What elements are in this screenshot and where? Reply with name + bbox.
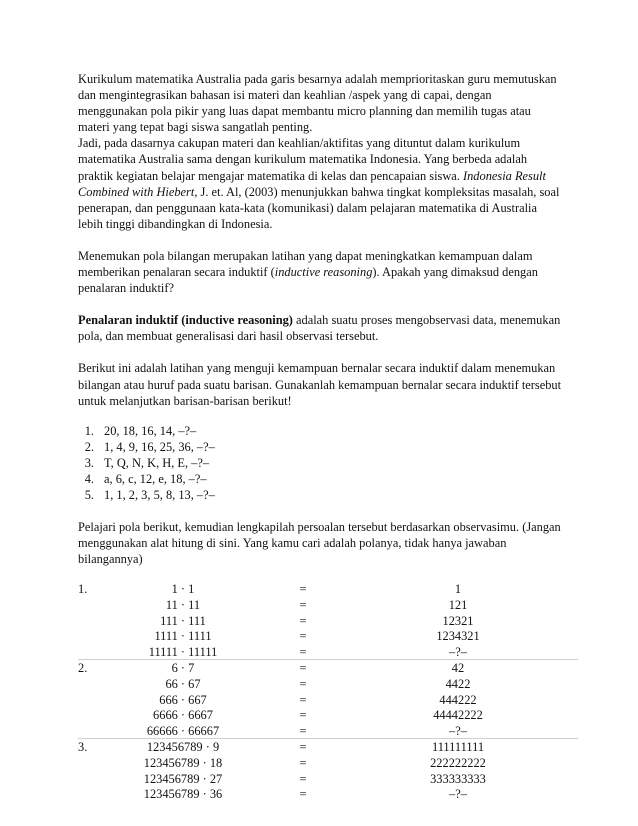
table-row (78, 660, 578, 676)
item-text: 1, 1, 2, 3, 5, 8, 13, –?– (104, 488, 215, 503)
intro-paragraph (78, 71, 578, 232)
pattern-group-1 (78, 581, 578, 659)
item-text: 20, 18, 16, 14, –?– (104, 423, 197, 438)
expression-cell: 6666 · 6667 (153, 708, 213, 723)
table-row (78, 739, 578, 755)
table-row (78, 692, 578, 708)
expression-cell: 1 · 1 (171, 582, 195, 597)
text-line: matematika Australia sama dengan kurikulum matematika Indonesia. Yang berbeda adalah (78, 152, 528, 167)
text-segment: ). Apakah yang dimaksud dengan (372, 265, 538, 280)
item-text: a, 6, c, 12, e, 18, –?– (104, 471, 207, 486)
text-line: bilangannya) (78, 552, 143, 567)
sequence-question-list (78, 423, 578, 503)
equals-cell: = (299, 787, 307, 802)
equals-cell: = (299, 629, 307, 644)
result-cell: 121 (448, 598, 468, 613)
item-text: T, Q, N, K, H, E, –?– (104, 455, 210, 470)
group-number: 2. (78, 661, 88, 676)
expression-cell: 123456789 · 27 (143, 771, 223, 786)
item-number: 2. (84, 439, 94, 454)
result-cell: 444222 (439, 692, 477, 707)
text-line: penalaran induktif? (78, 281, 174, 296)
expression-cell: 66 · 67 (165, 677, 201, 691)
equals-cell: = (299, 723, 307, 738)
text-line (78, 168, 578, 184)
table-row (78, 707, 578, 723)
expression-cell: 11 · 11 (165, 598, 201, 613)
list-item (78, 423, 578, 439)
equals-cell: = (299, 582, 307, 597)
text-line (78, 312, 578, 328)
expression-cell: 123456789 · 18 (143, 755, 223, 770)
text-line: pola, dan membuat generalisasi dari hasil observasi tersebut. (78, 329, 379, 344)
equals-cell: = (299, 613, 307, 628)
definition-paragraph (78, 312, 578, 344)
item-number: 5. (84, 488, 94, 503)
table-row (78, 755, 578, 771)
text-line: lebih tinggi dibandingkan di Indonesia. (78, 216, 273, 231)
expression-cell: 111 · 111 (160, 613, 206, 628)
italic-term: inductive reasoning (274, 265, 373, 280)
equals-cell: = (299, 708, 307, 723)
expression-cell: 1111 · 1111 (154, 629, 212, 644)
text-line: untuk melanjutkan barisan-barisan berikut! (78, 393, 292, 408)
table-row (78, 644, 578, 660)
equals-cell: = (299, 692, 307, 707)
expression-cell: 6 · 7 (171, 661, 195, 676)
result-cell: –?– (449, 723, 467, 738)
pattern-intro-paragraph (78, 248, 578, 296)
pattern-group-2 (78, 659, 578, 738)
table-row (78, 786, 578, 802)
text-segment: memberikan penalaran secara induktif ( (78, 265, 275, 280)
result-cell: 12321 (442, 613, 474, 628)
text-line: Kurikulum matematika Australia pada garis besarnya adalah memprioritaskan guru memutuskan (78, 72, 557, 86)
text-line: menggunakan pola pikir yang luas dapat membantu micro planning dan memilih tugas atau (78, 104, 531, 119)
item-text: 1, 4, 9, 16, 25, 36, –?– (104, 439, 215, 454)
text-segment: praktik kegiatan belajar mengajar matematika di kelas dan pencapaian siswa. (78, 168, 463, 183)
result-cell: 1 (454, 582, 462, 597)
table-row (78, 597, 578, 613)
item-number: 4. (84, 471, 94, 486)
result-cell: 111111111 (431, 740, 485, 755)
pattern-table (78, 581, 578, 801)
equals-cell: = (299, 598, 307, 613)
equals-cell: = (299, 755, 307, 770)
text-line: materi yang tepat bagi siswa sangatlah penting. (78, 120, 313, 135)
table-row (78, 771, 578, 787)
group-number: 1. (78, 582, 88, 597)
text-line: bilangan atau huruf pada suatu barisan. Gunakanlah kemampuan bernalar secara induktif tersebut (78, 377, 562, 392)
text-line: Pelajari pola berikut, kemudian lengkapilah persoalan tersebut berdasarkan observasimu. (Jangan (78, 520, 561, 535)
result-cell: –?– (449, 787, 467, 802)
equals-cell: = (299, 677, 307, 691)
list-item (78, 471, 578, 487)
expression-cell: 666 · 667 (159, 692, 207, 707)
expression-cell: 123456789 · 9 (146, 740, 220, 755)
expression-cell: 11111 · 11111 (148, 644, 218, 659)
text-line: dan mengintegrasikan bahasan isi materi dan keahlian /aspek yang di capai, dengan (78, 88, 492, 103)
result-cell: 4422 (445, 677, 471, 691)
pattern-group-3 (78, 738, 578, 801)
equals-cell: = (299, 740, 307, 755)
result-cell: –?– (449, 644, 467, 659)
result-cell: 333333333 (430, 771, 486, 786)
item-number: 1. (84, 423, 94, 438)
italic-citation: Combined with Hiebert (78, 184, 195, 199)
italic-citation: Indonesia Result (462, 168, 546, 183)
text-line: Jadi, pada dasarnya cakupan materi dan keahlian/aktifitas yang dituntut dalam kurikulum (78, 136, 521, 151)
result-cell: 222222222 (430, 755, 486, 770)
table-row (78, 613, 578, 629)
exercise-intro-paragraph (78, 360, 578, 408)
list-item (78, 455, 578, 471)
text-line: penerapan, dan penggunaan kata-kata (komunikasi) dalam pelajaran matematika di Australia (78, 200, 537, 215)
text-line (78, 184, 578, 200)
equals-cell: = (299, 661, 307, 676)
instruction-paragraph (78, 519, 578, 567)
text-line: menggunakan alat hitung di sini. Yang kamu cari adalah polanya, tidak hanya jawaban (78, 536, 507, 551)
expression-cell: 66666 · 66667 (146, 723, 220, 738)
text-segment: adalah suatu proses mengobservasi data, menemukan (292, 313, 561, 328)
table-row (78, 628, 578, 644)
result-cell: 1234321 (436, 629, 480, 644)
result-cell: 44442222 (433, 708, 483, 723)
item-number: 3. (84, 455, 94, 470)
table-row (78, 676, 578, 692)
list-item (78, 439, 578, 455)
text-line: Menemukan pola bilangan merupakan latihan yang dapat meningkatkan kemampuan dalam (78, 248, 533, 263)
text-segment: , J. et. Al, (2003) menunjukkan bahwa tingkat kompleksitas masalah, soal (194, 184, 560, 199)
table-row (78, 581, 578, 597)
bold-term: Penalaran induktif (inductive reasoning) (78, 313, 293, 328)
list-item (78, 487, 578, 503)
table-row (78, 723, 578, 739)
equals-cell: = (299, 644, 307, 659)
text-line (78, 264, 578, 280)
group-number: 3. (78, 740, 88, 755)
expression-cell: 123456789 · 36 (143, 787, 223, 802)
equals-cell: = (299, 771, 307, 786)
text-line: Berikut ini adalah latihan yang menguji kemampuan bernalar secara induktif dalam menemukan (78, 361, 556, 376)
result-cell: 42 (451, 661, 465, 676)
